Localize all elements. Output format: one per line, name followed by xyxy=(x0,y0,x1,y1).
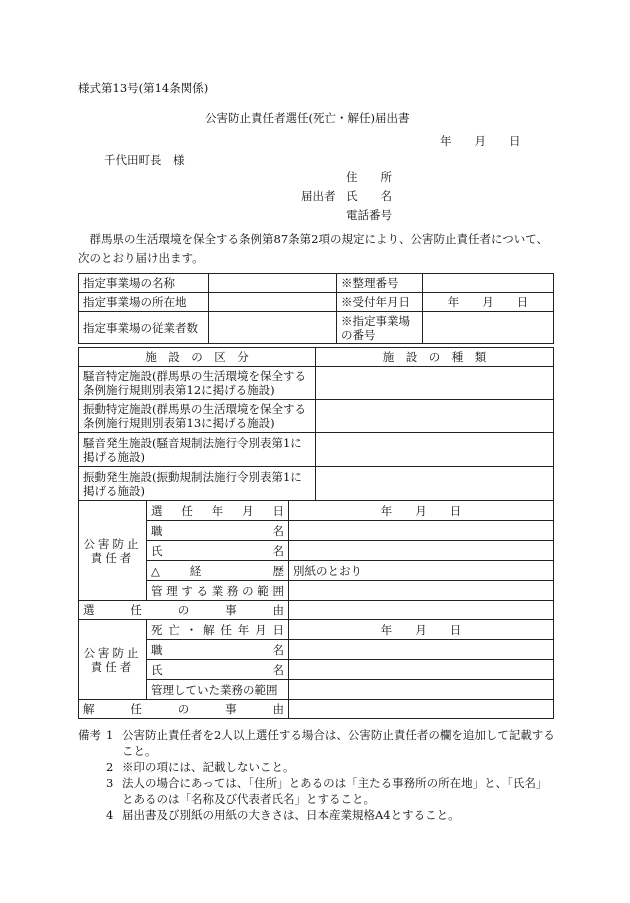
appointment-position-value[interactable] xyxy=(289,521,554,541)
intro-text: 群馬県の生活環境を保全する条例第87条第2項の規定により、公害防止責任者について、次のとおり届け出ます。 xyxy=(78,232,548,265)
applicant-prefix: 届出者 xyxy=(301,189,336,203)
dismissal-date-value: 年 月 日 xyxy=(289,620,554,640)
notes-heading: 備考 xyxy=(78,728,101,742)
appointment-name-value[interactable] xyxy=(289,541,554,561)
address-label: 住 所 xyxy=(346,170,392,184)
appointment-reason-label: 選任の事由 xyxy=(79,601,289,620)
dismissal-position-value[interactable] xyxy=(289,640,554,660)
addressee: 千代田町長 様 xyxy=(104,153,185,167)
dismissal-reason-value[interactable] xyxy=(289,700,554,719)
form-number: 様式第13号(第14条関係) xyxy=(78,81,209,95)
facility-category-row: 騒音特定施設(群馬県の生活環境を保全する条例施行規則別表第12に掲げる施設) xyxy=(79,367,316,400)
appointment-scope-value[interactable] xyxy=(289,581,554,601)
note-number: 3 xyxy=(106,776,114,790)
facility-table xyxy=(78,347,554,501)
responsible-person-table xyxy=(78,500,554,719)
facility-type-header: 施 設 の 種 類 xyxy=(316,348,554,367)
dismissal-group-label: 公害防止責任者 xyxy=(79,620,147,700)
dismissal-scope-value[interactable] xyxy=(289,680,554,700)
dismissal-date-label: 死亡・解任年月日 xyxy=(147,620,289,640)
received-date-label: ※受付年月日 xyxy=(337,293,423,312)
note-text: 法人の場合にあっては、「住所」とあるのは「主たる事務所の所在地」と、「氏名」とあるのは「名称及び代表者氏名」とすること。 xyxy=(122,776,548,806)
ref-number-label: ※整理番号 xyxy=(337,274,423,293)
appointment-career-value: 別紙のとおり xyxy=(289,561,554,581)
note-number: 1 xyxy=(106,728,114,742)
note-text: 届出書及び別紙の用紙の大きさは、日本産業規格A4とすること。 xyxy=(122,808,460,822)
dismissal-reason-label: 解任の事由 xyxy=(79,700,289,719)
phone-label: 電話番号 xyxy=(346,208,392,222)
appointment-date-value: 年 月 日 xyxy=(289,501,554,521)
dismissal-name-value[interactable] xyxy=(289,660,554,680)
note-number: 2 xyxy=(106,760,114,774)
facility-category-row: 振動特定施設(群馬県の生活環境を保全する条例施行規則別表第13に掲げる施設) xyxy=(79,400,316,433)
form-title: 公害防止責任者選任(死亡・解任)届出書 xyxy=(205,111,410,125)
facility-type-cell[interactable] xyxy=(316,400,554,433)
facility-type-cell[interactable] xyxy=(316,467,554,501)
facility-number-label: ※指定事業場の番号 xyxy=(337,312,423,344)
employee-count-value[interactable] xyxy=(209,312,337,344)
facility-category-header: 施 設 の 区 分 xyxy=(79,348,316,367)
info-table xyxy=(78,273,554,344)
appointment-position-label: 職 名 xyxy=(147,521,289,541)
note-number: 4 xyxy=(106,808,114,822)
facility-name-label: 指定事業場の名称 xyxy=(79,274,209,293)
dismissal-scope-label: 管理していた業務の範囲 xyxy=(147,680,289,700)
appointment-group-label: 公害防止責任者 xyxy=(79,501,147,601)
appointment-scope-label: 管理する業務の範囲 xyxy=(147,581,289,601)
appointment-reason-value[interactable] xyxy=(289,601,554,620)
appointment-career-label: △経 歴 xyxy=(147,561,289,581)
facility-category-row: 騒音発生施設(騒音規制法施行令別表第1に掲げる施設) xyxy=(79,433,316,467)
facility-type-cell[interactable] xyxy=(316,367,554,400)
submission-date: 年 月 日 xyxy=(440,134,521,148)
facility-name-value[interactable] xyxy=(209,274,337,293)
facility-category-row: 振動発生施設(振動規制法施行令別表第1に掲げる施設) xyxy=(79,467,316,501)
employee-count-label: 指定事業場の従業者数 xyxy=(79,312,209,344)
notes xyxy=(78,727,558,823)
dismissal-name-label: 氏 名 xyxy=(147,660,289,680)
facility-number-value xyxy=(423,312,554,344)
dismissal-position-label: 職 名 xyxy=(147,640,289,660)
received-date-value: 年 月 日 xyxy=(423,293,554,312)
ref-number-value xyxy=(423,274,554,293)
facility-type-cell[interactable] xyxy=(316,433,554,467)
name-label: 氏 名 xyxy=(346,189,392,203)
facility-location-label: 指定事業場の所在地 xyxy=(79,293,209,312)
facility-location-value[interactable] xyxy=(209,293,337,312)
appointment-date-label: 選任年月日 xyxy=(147,501,289,521)
note-text: 公害防止責任者を2人以上選任する場合は、公害防止責任者の欄を追加して記載すること。 xyxy=(122,728,555,758)
appointment-name-label: 氏 名 xyxy=(147,541,289,561)
note-text: ※印の項には、記載しないこと。 xyxy=(122,760,295,774)
